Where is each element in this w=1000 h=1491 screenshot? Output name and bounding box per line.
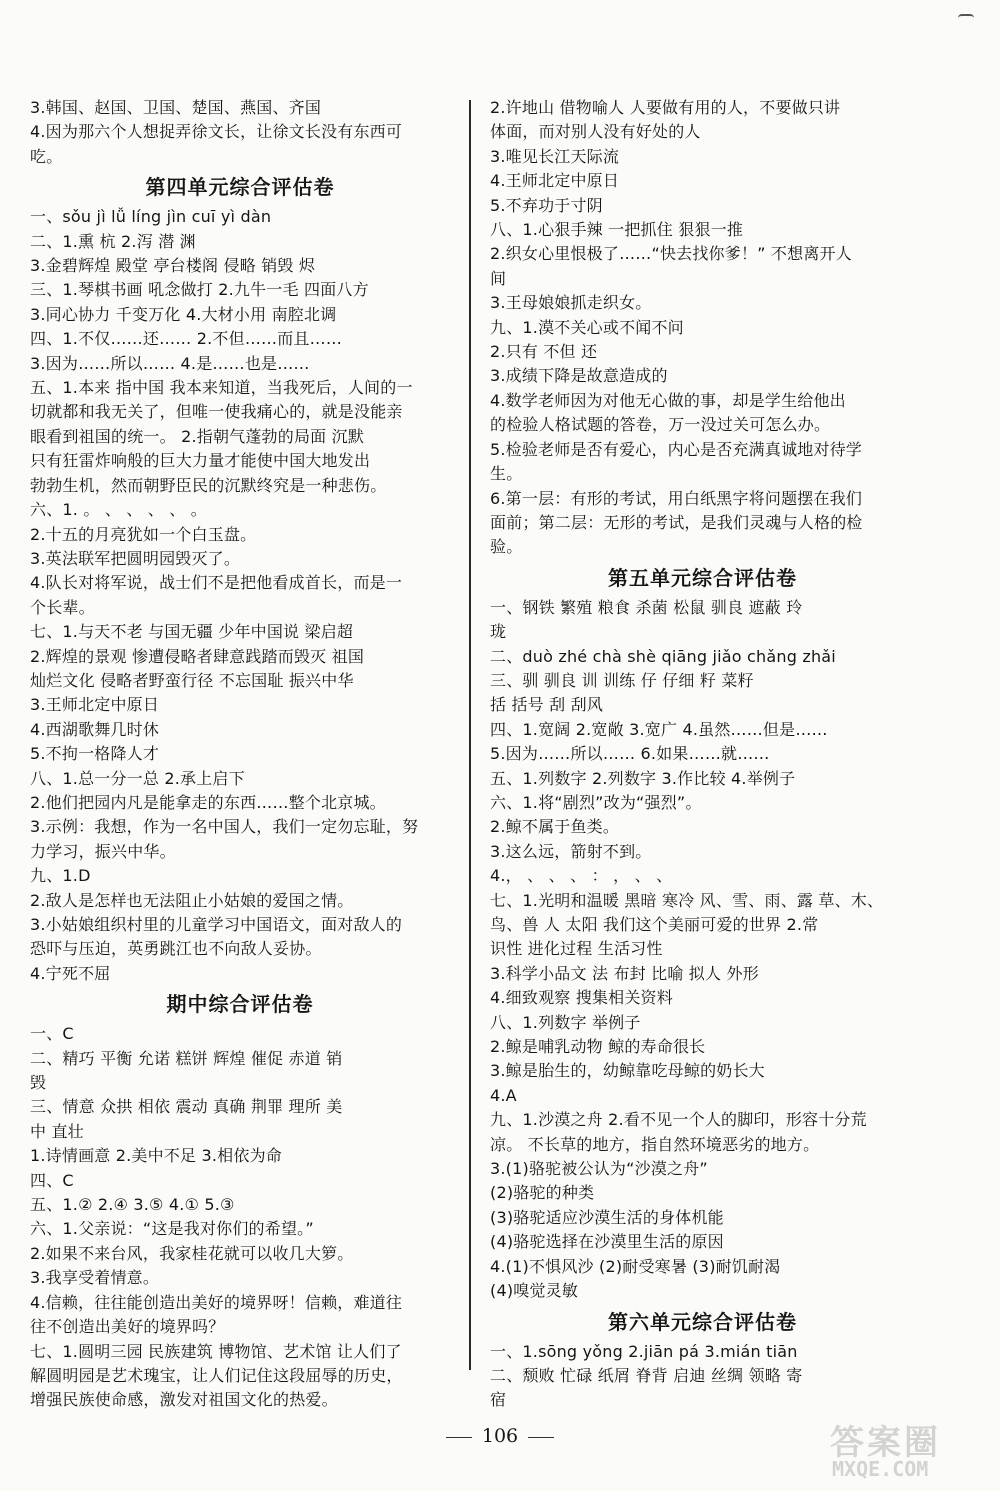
answer-line: 七、1.光明和温暖 黑暗 寒冷 风、雪、雨、露 草、木、 (490, 890, 884, 910)
answer-line: 4.宁死不屈 (30, 963, 111, 983)
answer-line: 个长辈。 (30, 597, 95, 617)
answer-line: 识性 进化过程 生活习性 (490, 939, 663, 959)
answer-line: 切就都和我无关了，但唯一使我痛心的，就是没能亲 (30, 402, 403, 422)
section-heading: 第五单元综合评估卷 (608, 565, 797, 590)
watermark-text: 答案圈 (830, 1423, 941, 1463)
answer-line: 往不创造出美好的境界吗？ (30, 1317, 225, 1337)
answer-line: 4.(1)不惧风沙 (2)耐受寒暑 (3)耐饥耐渴 (490, 1256, 781, 1276)
answer-line: 眼看到祖国的统一。 2.指朝气蓬勃的局面 沉默 (30, 426, 365, 446)
column-divider (469, 100, 471, 1370)
answer-line: 3.鲸是胎生的，幼鲸靠吃母鲸的奶长大 (490, 1061, 765, 1081)
answer-line: 一、sǒu jì lǚ líng jìn cuī yì dàn (30, 207, 272, 227)
answer-line: 3.同心协力 千变万化 4.大材小用 南腔北调 (30, 304, 337, 324)
answer-line: (4)嗅觉灵敏 (490, 1281, 579, 1301)
answer-line: 2.鲸不属于鱼类。 (490, 817, 620, 837)
answer-line: 4.A (490, 1085, 517, 1105)
answer-line: 三、1.琴棋书画 吼念做打 2.九牛一毛 四面八方 (30, 280, 369, 300)
answer-line: 6.第一层：有形的考试，用白纸黑字将问题摆在我们 (490, 488, 863, 508)
answer-line: 恐吓与压迫，英勇跳江也不向敌人妥协。 (30, 939, 322, 959)
answer-line: 增强民族使命感，激发对祖国文化的热爱。 (30, 1390, 338, 1410)
answer-line: 3.英法联军把圆明园毁灭了。 (30, 548, 241, 568)
answer-line: 五、1.② 2.④ 3.⑤ 4.① 5.③ (30, 1195, 235, 1215)
answer-line: 4.因为那六个人想捉弄徐文长，让徐文长没有东西可 (30, 122, 403, 142)
answer-line: 3.我享受着情意。 (30, 1268, 160, 1288)
footer-dash-right (528, 1437, 554, 1438)
answer-line: 5.因为……所以…… 6.如果……就…… (490, 744, 770, 764)
watermark-url: MXQE.COM (832, 1457, 929, 1481)
answer-line: 4.数学老师因为对他无心做的事，却是学生给他出 (490, 390, 846, 410)
answer-line: 2.十五的月亮犹如一个白玉盘。 (30, 524, 257, 544)
answer-line: 勃勃生机，然而朝野臣民的沉默终究是一种悲伤。 (30, 475, 387, 495)
answer-line: 五、1.列数字 2.列数字 3.作比较 4.举例子 (490, 768, 796, 788)
answer-line: 4.信赖，往往能创造出美好的境界呀！信赖，难道往 (30, 1292, 403, 1312)
answer-line: 2.他们把园内凡是能拿走的东西……整个北京城。 (30, 792, 386, 812)
answer-line: 解圆明园是艺术瑰宝，让人们记住这段屈辱的历史， (30, 1365, 403, 1385)
answer-line: 4.队长对将军说，战士们不是把他看成首长，而是一 (30, 573, 403, 593)
answer-line: 2.如果不来台风，我家桂花就可以收几大箩。 (30, 1243, 354, 1263)
answer-line: 2.敌人是怎样也无法阻止小姑娘的爱国之情。 (30, 890, 354, 910)
corner-mark (958, 14, 974, 22)
page-number: 106 (481, 1425, 519, 1447)
answer-line: 六、1. 。 、 、 、 、 。 (30, 500, 207, 520)
answer-line: 2.辉煌的景观 惨遭侵略者肆意践踏而毁灭 祖国 (30, 646, 365, 666)
answer-line: 3.王师北定中原日 (30, 695, 160, 715)
answer-line: 2.许地山 借物喻人 人要做有用的人，不要做只讲 (490, 98, 841, 117)
answer-line: 4.细致观察 搜集相关资料 (490, 988, 673, 1008)
answer-line: 3.王母娘娘抓走织女。 (490, 293, 652, 313)
answer-line: 八、1.列数字 举例子 (490, 1012, 641, 1032)
answer-line: 验。 (490, 537, 523, 557)
answer-line: 3.(1)骆驼被公认为“沙漠之舟” (490, 1159, 708, 1179)
answer-line: 六、1.将“剧烈”改为“强烈”。 (490, 792, 702, 812)
answer-line: 鸟、兽 人 太阳 我们这个美丽可爱的世界 2.常 (490, 915, 819, 934)
section-heading: 第四单元综合评估卷 (145, 175, 335, 200)
answer-line: 3.金碧辉煌 殿堂 亭台楼阁 侵略 销毁 烬 (30, 256, 316, 276)
answer-line: 间 (490, 268, 507, 288)
answer-line: 珑 (490, 622, 507, 642)
answer-line: 灿烂文化 侵略者野蛮行径 不忘国耻 振兴中华 (30, 670, 354, 690)
answer-line: 3.这么远，箭射不到。 (490, 841, 652, 861)
answer-line: 1.诗情画意 2.美中不足 3.相依为命 (30, 1146, 282, 1166)
answer-line: 体面，而对别人没有好处的人 (490, 122, 701, 142)
answer-line: 九、1.漠不关心或不闻不问 (490, 317, 684, 337)
footer-dash-left (446, 1437, 472, 1438)
answer-line: 毁 (30, 1073, 47, 1093)
answer-line: 3.因为……所以…… 4.是……也是…… (30, 353, 310, 373)
answer-line: 一、1.sōng yǒng 2.jiān pá 3.mián tiān (490, 1341, 798, 1361)
watermark-logo (810, 1415, 980, 1490)
answer-line: 四、1.宽阔 2.宽敞 3.宽广 4.虽然……但是…… (490, 719, 828, 739)
answer-line: 面前；第二层：无形的考试，是我们灵魂与人格的检 (490, 512, 863, 532)
answer-line: 只有狂雷炸响般的巨大力量才能使中国大地发出 (30, 451, 371, 471)
answer-line: 三、驯 驯良 训 训练 仔 仔细 籽 菜籽 (490, 670, 754, 690)
answer-line: (4)骆驼选择在沙漠里生活的原因 (490, 1232, 724, 1252)
answer-line: 九、1.沙漠之舟 2.看不见一个人的脚印，形容十分荒 (490, 1110, 867, 1130)
answer-line: 七、1.与天不老 与国无疆 少年中国说 梁启超 (30, 622, 354, 642)
answer-line: 八、1.总一分一总 2.承上启下 (30, 768, 245, 788)
answer-line: 宿 (490, 1390, 507, 1410)
section-heading: 第六单元综合评估卷 (608, 1309, 797, 1334)
answer-line: 的检验人格试题的答卷，万一没过关可怎么办。 (490, 415, 831, 435)
answer-line: 六、1.父亲说：“这是我对你们的希望。” (30, 1219, 314, 1239)
answer-line: 3.成绩下降是故意造成的 (490, 366, 668, 386)
answer-line: 七、1.圆明三园 民族建筑 博物馆、艺术馆 让人们了 (30, 1341, 402, 1361)
answer-line: 力学习，振兴中华。 (30, 841, 176, 861)
answer-line: 3.小姑娘组织村里的儿童学习中国语文，面对敌人的 (30, 915, 403, 934)
answer-line: 4.西湖歌舞几时休 (30, 719, 160, 739)
answer-line: 四、1.不仅……还…… 2.不但……而且…… (30, 329, 343, 349)
answer-line: 3.唯见长江天际流 (490, 146, 620, 166)
answer-line: 一、钢铁 繁殖 粮食 杀菌 松鼠 驯良 遮蔽 玲 (490, 597, 803, 617)
section-heading: 期中综合评估卷 (166, 992, 314, 1017)
answer-line: 4.王师北定中原日 (490, 171, 620, 191)
answer-line: 凉。 不长草的地方，指自然环境恶劣的地方。 (490, 1134, 820, 1154)
answer-line: 2.织女心里恨极了……“快去找你爹！” 不想离开人 (490, 244, 852, 264)
answer-line: 2.鲸是哺乳动物 鲸的寿命很长 (490, 1037, 706, 1057)
answer-line: 2.只有 不但 还 (490, 342, 598, 362)
answer-line: 五、1.本来 指中国 我本来知道，当我死后，人间的一 (30, 378, 413, 398)
answer-line: 四、C (30, 1170, 74, 1190)
left-column (30, 96, 450, 1413)
answer-line: 5.检验老师是否有爱心，内心是否充满真诚地对待学 (490, 439, 863, 459)
answer-line: 二、duò zhé chà shè qiāng jiǎo chǎng zhǎi (490, 646, 836, 666)
answer-line: 中 直壮 (30, 1121, 84, 1141)
answer-line: (3)骆驼适应沙漠生活的身体机能 (490, 1207, 724, 1227)
answer-line: 九、1.D (30, 866, 91, 886)
answer-line: 吃。 (30, 146, 63, 166)
answer-line: 3.韩国、赵国、卫国、楚国、燕国、齐国 (30, 98, 322, 117)
answer-line: 三、情意 众拱 相依 震动 真确 荆罪 理所 美 (30, 1097, 343, 1117)
answer-line: 4.， 、 、 、 ： ， 、 、 (490, 866, 673, 886)
answer-line: 3.科学小品文 法 布封 比喻 拟人 外形 (490, 963, 759, 983)
answer-line: 一、C (30, 1024, 74, 1044)
answer-line: 八、1.心狠手辣 一把抓住 狠狠一推 (490, 220, 744, 240)
answer-line: (2)骆驼的种类 (490, 1183, 595, 1203)
answer-line: 二、颓败 忙碌 纸屑 脊背 启迪 丝绸 领略 寄 (490, 1365, 803, 1385)
answer-line: 5.不拘一格降人才 (30, 744, 160, 764)
right-column (490, 96, 915, 1413)
answer-line: 5.不弃功于寸阴 (490, 195, 603, 215)
answer-line: 二、1.熏 杭 2.泻 潜 渊 (30, 231, 196, 251)
answer-line: 括 括号 刮 刮风 (490, 695, 604, 715)
answer-line: 3.示例：我想，作为一名中国人，我们一定勿忘耻，努 (30, 817, 419, 837)
answer-line: 二、精巧 平衡 允诺 糕饼 辉煌 催促 赤道 销 (30, 1048, 343, 1068)
answer-line: 生。 (490, 464, 523, 484)
